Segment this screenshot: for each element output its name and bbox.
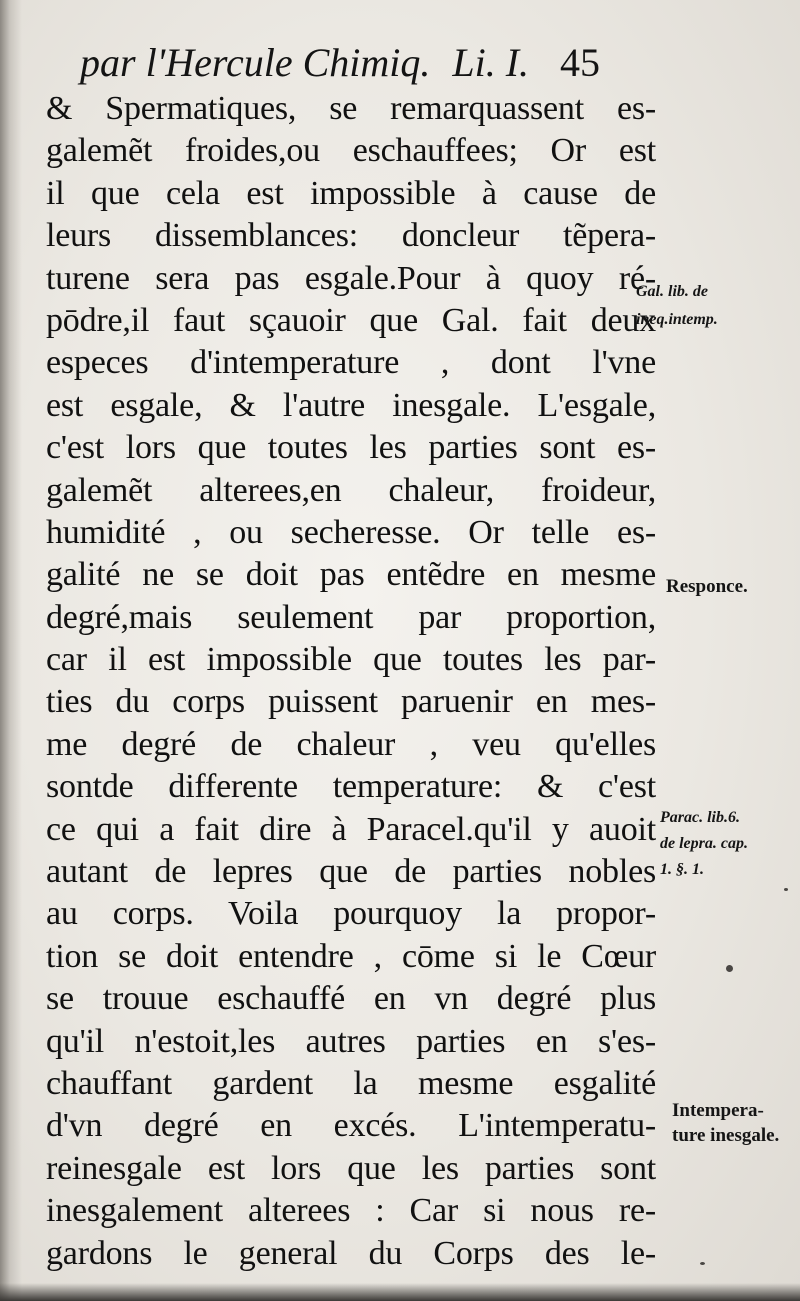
text-line: car il est impossible que toutes les par- [46, 641, 656, 679]
text-line: galemẽt alterees,en chaleur, froideur, [46, 471, 656, 509]
ink-speck [726, 965, 733, 972]
text-line: humidité , ou secheresse. Or telle es- [46, 513, 656, 551]
text-line: me degré de chaleur , veu qu'elles [46, 725, 656, 763]
body-text [46, 88, 656, 1275]
margin-note-line: Intempera- [672, 1100, 764, 1121]
margin-note-paracelsus [660, 805, 748, 883]
text-line: leurs dissemblances: doncleur tẽpera- [46, 217, 656, 255]
text-line: tion se doit entendre , cōme si le Cœur [46, 937, 656, 975]
margin-note-galen [636, 278, 718, 334]
text-line: pōdre,il faut sçauoir que Gal. fait deux [46, 301, 656, 339]
text-line: chauffant gardent la mesme esgalité [46, 1064, 656, 1102]
margin-note-line: de lepra. cap. [660, 835, 748, 852]
text-line: sontde differente temperature: & c'est [46, 768, 656, 806]
text-line: c'est lors que toutes les parties sont es- [46, 429, 656, 467]
header-book-number: Li. I. [452, 40, 530, 85]
text-line: ties du corps puissent paruenir en mes- [46, 683, 656, 721]
text-line: ce qui a fait dire à Paracel.qu'il y auoit [46, 810, 656, 848]
text-line: il que cela est impossible à cause de [46, 174, 656, 212]
text-line: turene sera pas esgale.Pour à quoy ré- [46, 259, 656, 297]
text-line: reinesgale est lors que les parties sont [46, 1149, 656, 1187]
margin-note-line: Responce. [666, 576, 748, 597]
text-line: se trouue eschauffé en vn degré plus [46, 980, 656, 1018]
text-line: galité ne se doit pas entẽdre en mesme [46, 556, 656, 594]
margin-note-line: Parac. lib.6. [660, 809, 740, 826]
margin-note-line: ineq.intemp. [636, 311, 718, 328]
ink-speck [700, 1262, 705, 1265]
text-line: au corps. Voila pourquoy la propor- [46, 895, 656, 933]
text-line: inesgalement alterees : Car si nous re- [46, 1192, 656, 1230]
text-line: est esgale, & l'autre inesgale. L'esgale, [46, 386, 656, 424]
running-header [80, 38, 600, 88]
text-line: degré,mais seulement par proportion, [46, 598, 656, 636]
text-line: d'vn degré en excés. L'intemperatu- [46, 1107, 656, 1145]
text-line: especes d'intemperature , dont l'vne [46, 344, 656, 382]
text-line: gardons le general du Corps des le- [46, 1234, 656, 1272]
ink-speck [784, 888, 788, 891]
text-line: & Spermatiques, se remarquassent es- [46, 90, 656, 127]
margin-note-line: Gal. lib. de [636, 283, 708, 300]
gutter-shadow [0, 0, 22, 1301]
text-line: autant de lepres que de parties nobles [46, 853, 656, 891]
header-title: par l'Hercule Chimiq. [80, 40, 431, 85]
margin-note-intemperature [672, 1098, 779, 1148]
margin-note-line: 1. §. 1. [660, 861, 704, 878]
page-edge-shadow [0, 1283, 800, 1301]
text-line: galemẽt froides,ou eschauffees; Or est [46, 132, 656, 170]
page-number: 45 [560, 40, 600, 85]
margin-note-responce [666, 574, 748, 600]
text-line: qu'il n'estoit,les autres parties en s'es- [46, 1022, 656, 1060]
margin-note-line: ture inesgale. [672, 1125, 780, 1146]
